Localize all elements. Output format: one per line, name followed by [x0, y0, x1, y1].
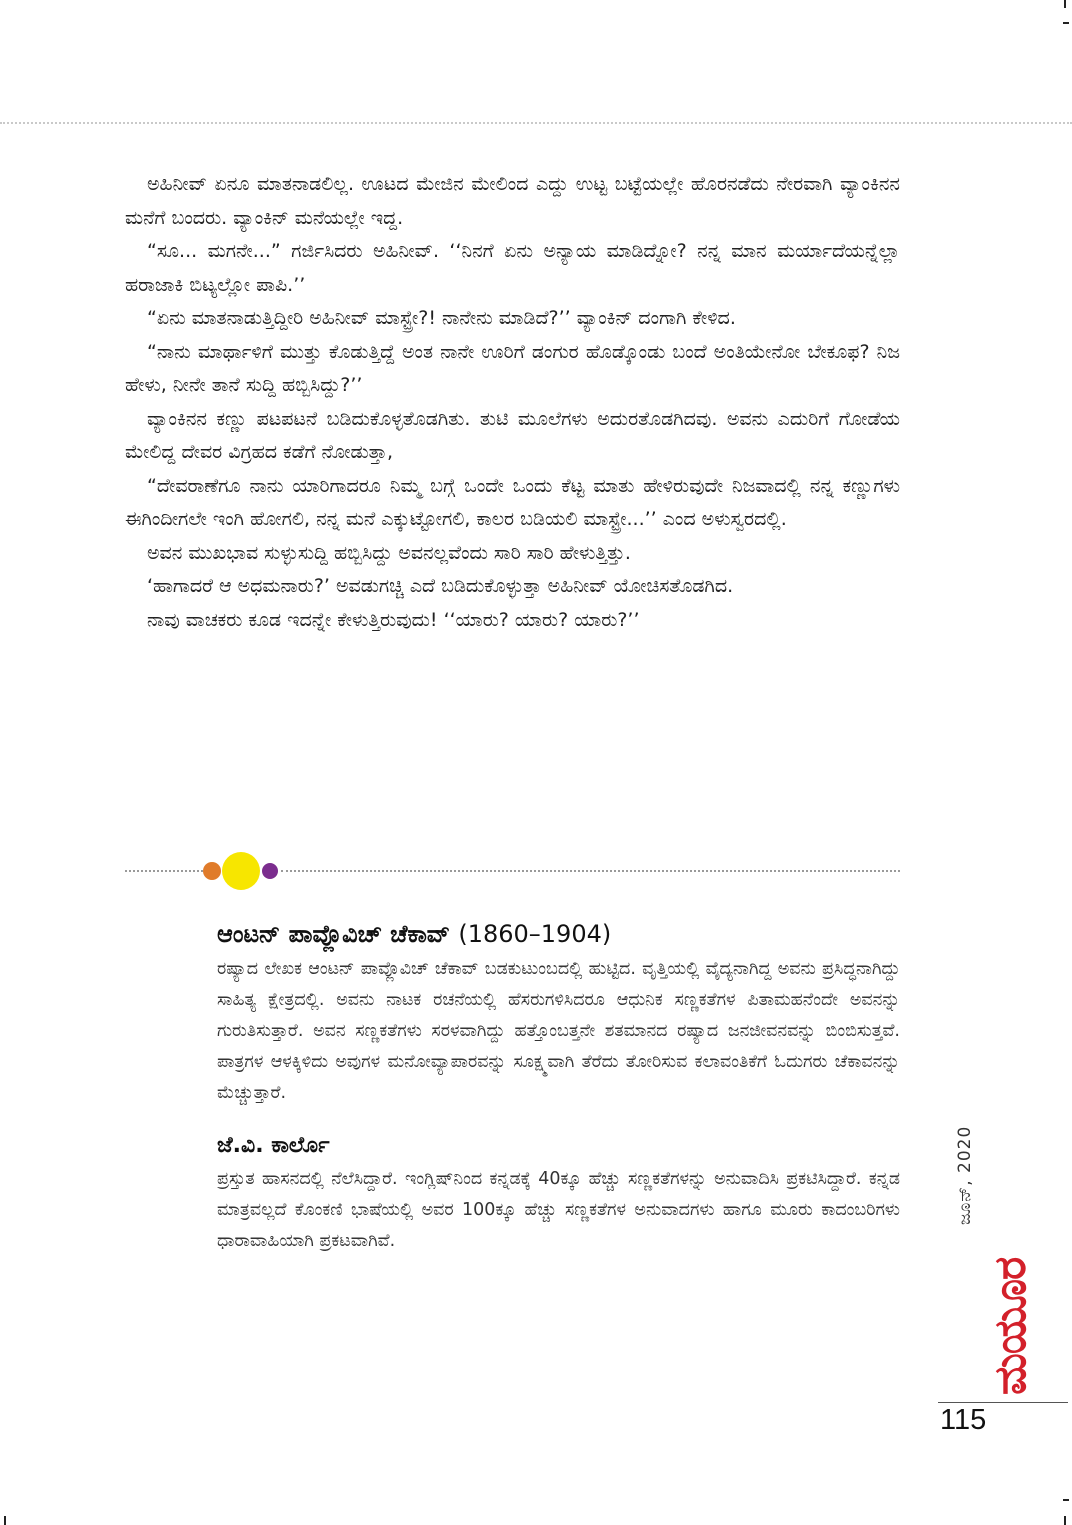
story-paragraph: “ಸೂ... ಮಗನೇ...” ಗರ್ಜಿಸಿದರು ಅಹಿನೀವ್. ‘‘ನಿನಗೆ ಏನು ಅನ್ಯಾಯ ಮಾಡಿದ್ನೋ? ನನ್ನ ಮಾನ ಮರ್ಯಾದೆಯನ್ನೆಲ್ಲಾ ಹರಾಜಾಕಿ ಬಿಟ್ಯಲ್ಲೋ ಪಾಪಿ.’’ [125, 240, 900, 296]
crop-mark [1064, 0, 1066, 8]
author-description: ರಷ್ಯಾದ ಲೇಖಕ ಆಂಟನ್ ಪಾವ್ಲೊವಿಚ್ ಚೆಕಾವ್ ಬಡಕುಟುಂಬದಲ್ಲಿ ಹುಟ್ಟಿದ. ವೃತ್ತಿಯಲ್ಲಿ ವೈದ್ಯನಾಗಿದ್ದ ಅವನು ಪ್ರಸಿದ್ಧನಾಗಿದ್ದು ಸಾಹಿತ್ಯ ಕ್ಷೇತ್ರದಲ್ಲಿ. ಅವನು ನಾಟಕ ರಚನೆಯಲ್ಲಿ ಹೆಸರುಗಳಿಸಿದರೂ ಆಧುನಿಕ ಸಣ್ಣಕತೆಗಳ ಪಿತಾಮಹನೆಂದೇ ಅವನನ್ನು ಗುರುತಿಸುತ್ತಾರೆ. ಅವನ ಸಣ್ಣಕತೆಗಳು ಸರಳವಾಗಿದ್ದು ಹತ್ತೊಂಬತ್ತನೇ ಶತಮಾನದ ರಷ್ಯಾದ ಜನಜೀವನವನ್ನು ಬಿಂಬಿಸುತ್ತವೆ. ಪಾತ್ರಗಳ ಆಳಕ್ಕಿಳಿದು ಅವುಗಳ ಮನೋವ್ಯಾಪಾರವನ್ನು ಸೂಕ್ಷ್ಮವಾಗಿ ತೆರೆದು ತೋರಿಸುವ ಕಲಾವಂತಿಕೆಗೆ ಓದುಗರು ಚೆಕಾವನನ್ನು ಮೆಚ್ಚುತ್ತಾರೆ. [217, 959, 900, 1103]
divider-line-left [125, 870, 203, 872]
crop-mark [1063, 22, 1069, 24]
crop-mark [1064, 1516, 1066, 1525]
top-dotted-rule [0, 122, 1072, 124]
orange-dot-icon [203, 862, 221, 880]
author-name: ಆಂಟನ್ ಪಾವ್ಲೊವಿಚ್ ಚೆಕಾವ್ [217, 920, 450, 948]
story-paragraph: “ದೇವರಾಣೆಗೂ ನಾನು ಯಾರಿಗಾದರೂ ನಿಮ್ಮ ಬಗ್ಗೆ ಒಂದೇ ಒಂದು ಕೆಟ್ಟ ಮಾತು ಹೇಳಿರುವುದೇ ನಿಜವಾದಲ್ಲಿ ನನ್ನ ಕಣ್ಣುಗಳು ಈಗಿಂದೀಗಲೇ ಇಂಗಿ ಹೋಗಲಿ, ನನ್ನ ಮನೆ ಎಕ್ಕುಟ್ಟೋಗಲಿ, ಕಾಲರ ಬಡಿಯಲಿ ಮಾಸ್ಟ್ರೇ...’’ ಎಂದ ಅಳುಸ್ವರದಲ್ಲಿ. [125, 474, 900, 530]
yellow-dot-icon [222, 852, 260, 890]
translator-description: ಪ್ರಸ್ತುತ ಹಾಸನದಲ್ಲಿ ನೆಲೆಸಿದ್ದಾರೆ. ಇಂಗ್ಲಿಷ್‌ನಿಂದ ಕನ್ನಡಕ್ಕೆ 40ಕ್ಕೂ ಹೆಚ್ಚು ಸಣ್ಣಕತೆಗಳನ್ನು ಅನುವಾದಿಸಿ ಪ್ರಕಟಿಸಿದ್ದಾರೆ. ಕನ್ನಡ ಮಾತ್ರವಲ್ಲದೆ ಕೊಂಕಣಿ ಭಾಷೆಯಲ್ಲಿ ಅವರ 100ಕ್ಕೂ ಹೆಚ್ಚು ಸಣ್ಣಕತೆಗಳ ಅನುವಾದಗಳು ಹಾಗೂ ಮೂರು ಕಾದಂಬರಿಗಳು ಧಾರಾವಾಹಿಯಾಗಿ ಪ್ರಕಟವಾಗಿವೆ. [217, 1169, 900, 1251]
page-number-rule [938, 1402, 1068, 1403]
divider-line-right [281, 870, 900, 872]
story-paragraph: ಅವನ ಮುಖಭಾವ ಸುಳ್ಳುಸುದ್ದಿ ಹಬ್ಬಿಸಿದ್ದು ಅವನಲ್ಲವೆಂದು ಸಾರಿ ಸಾರಿ ಹೇಳುತ್ತಿತ್ತು. [147, 541, 631, 564]
author-bio-box [217, 920, 900, 1257]
story-paragraph: ವ್ಯಾಂಕಿನನ ಕಣ್ಣು ಪಟಪಟನೆ ಬಡಿದುಕೊಳ್ಳತೊಡಗಿತು. ತುಟಿ ಮೂಲೆಗಳು ಅದುರತೊಡಗಿದವು. ಅವನು ಎದುರಿಗೆ ಗೋಡೆಯ ಮೇಲಿದ್ದ ದೇವರ ವಿಗ್ರಹದ ಕಡೆಗೆ ನೋಡುತ್ತಾ, [125, 407, 900, 463]
crop-mark [1063, 1499, 1069, 1501]
author-heading [217, 920, 900, 948]
story-paragraph: ನಾವು ವಾಚಕರು ಕೂಡ ಇದನ್ನೇ ಕೇಳುತ್ತಿರುವುದು! ‘‘ಯಾರು? ಯಾರು? ಯಾರು?’’ [147, 608, 640, 631]
translator-name: ಜೆ.ವಿ. ಕಾರ್ಲೊ [217, 1133, 330, 1158]
story-paragraph: ಅಹಿನೀವ್ ಏನೂ ಮಾತನಾಡಲಿಲ್ಲ. ಊಟದ ಮೇಜಿನ ಮೇಲಿಂದ ಎದ್ದು ಉಟ್ಟ ಬಟ್ಟೆಯಲ್ಲೇ ಹೊರನಡೆದು ನೇರವಾಗಿ ವ್ಯಾಂಕಿನನ ಮನೆಗೆ ಬಂದರು. ವ್ಯಾಂಕಿನ್ ಮನೆಯಲ್ಲೇ ಇದ್ದ. [125, 173, 900, 229]
magazine-logo: ಮಯೂರ [985, 1257, 1036, 1395]
section-divider [125, 852, 900, 890]
page-number: 115 [940, 1404, 987, 1436]
author-years: (1860–1904) [458, 920, 612, 948]
purple-dot-icon [262, 863, 278, 879]
story-paragraph: ‘ಹಾಗಾದರೆ ಆ ಅಧಮನಾರು?’ ಅವಡುಗಚ್ಚಿ ಎದೆ ಬಡಿದುಕೊಳ್ಳುತ್ತಾ ಅಹಿನೀವ್ ಯೋಚಿಸತೊಡಗಿದ. [147, 575, 734, 597]
story-paragraph: “ನಾನು ಮಾರ್ಥಾಳಿಗೆ ಮುತ್ತು ಕೊಡುತ್ತಿದ್ದೆ ಅಂತ ನಾನೇ ಊರಿಗೆ ಡಂಗುರ ಹೊಡ್ಕೊಂಡು ಬಂದೆ ಅಂತಿಯೇನೋ ಬೇಕೂಫ? ನಿಜ ಹೇಳು, ನೀನೇ ತಾನೆ ಸುದ್ದಿ ಹಬ್ಬಿಸಿದ್ದು?’’ [125, 340, 900, 396]
crop-mark [4, 1516, 6, 1525]
issue-date: ಜೂನ್, 2020 [955, 1125, 975, 1225]
story-text [125, 168, 900, 637]
story-paragraph: “ಏನು ಮಾತನಾಡುತ್ತಿದ್ದೀರಿ ಅಹಿನೀವ್ ಮಾಸ್ಟ್ರೇ?! ನಾನೇನು ಮಾಡಿದೆ?’’ ವ್ಯಾಂಕಿನ್ ದಂಗಾಗಿ ಕೇಳಿದ. [147, 307, 736, 329]
